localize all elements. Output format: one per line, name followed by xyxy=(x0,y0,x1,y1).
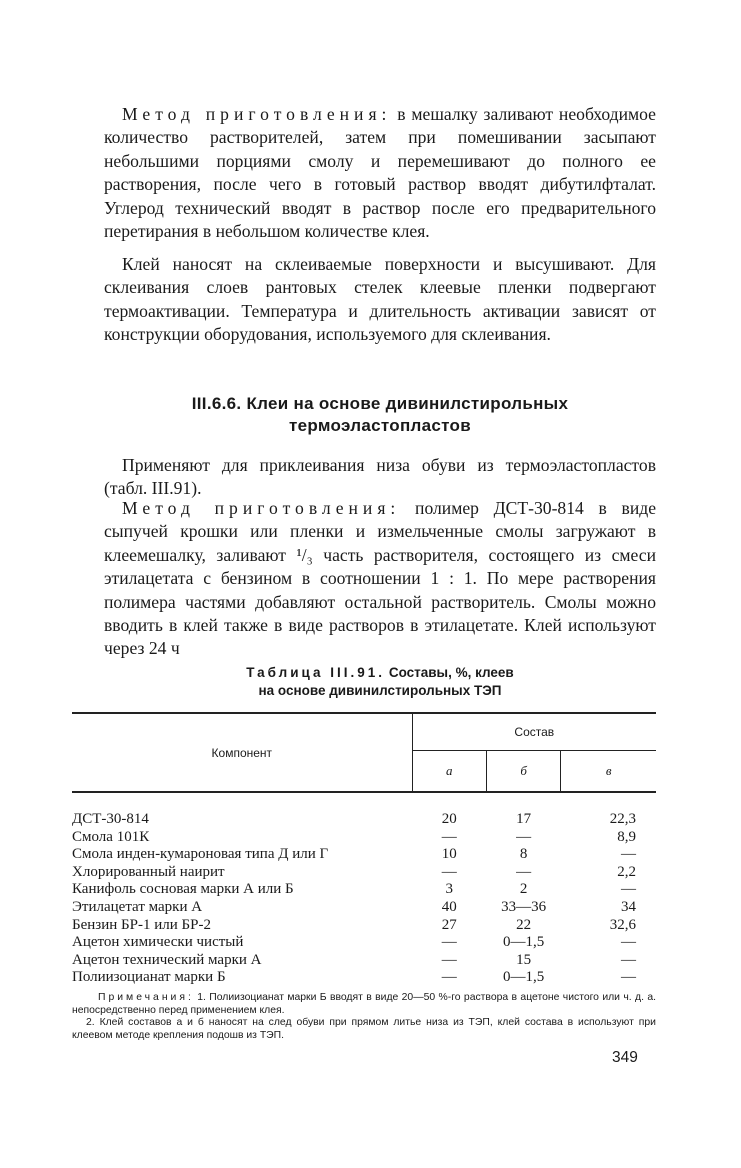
cell-component: Ацетон химически чистый xyxy=(72,934,244,951)
cell-component: Ацетон технический марки А xyxy=(72,951,262,968)
cell-component: Смола 101К xyxy=(72,828,150,845)
section-heading xyxy=(104,393,656,437)
cell-b: 8 xyxy=(519,846,528,863)
header-sub-b: б xyxy=(486,751,561,793)
cell-c: — xyxy=(621,969,636,986)
section-title-line1: Клеи на основе дивинилстирольных xyxy=(246,394,569,413)
cell-c: 22,3 xyxy=(609,811,636,827)
spaced-lead-text: Метод приготовления: xyxy=(122,498,401,518)
cell-a: — xyxy=(441,934,457,951)
cell-component: Канифоль сосновая марки А или Б xyxy=(72,881,294,898)
cell-c: — xyxy=(621,846,636,863)
cell-a: 10 xyxy=(441,846,457,863)
cell-component: Бензин БР-1 или БР-2 xyxy=(72,916,211,933)
cell-b: — xyxy=(516,863,532,880)
header-composition: Состав xyxy=(412,713,656,751)
table-row xyxy=(72,846,656,864)
table-caption-line2: на основе дивинилстирольных ТЭП xyxy=(258,683,502,698)
cell-a: — xyxy=(441,828,457,845)
paragraph-text-part2: часть растворителя, состоящего из смеси этилацетата с бензином в соотношении 1 : 1. По мере растворения полимера частями добавляют остальной растворитель. Смолы можно вводить в клей также в виде растворов в этилацетате. Клей используют через 24 ч xyxy=(104,544,656,659)
table-caption xyxy=(104,664,656,700)
paragraph-text-part1: полимер ДСТ-30-814 в виде сыпучей крошки или пленки и измельченные смолы загружают в клеемешалку, заливают xyxy=(104,498,656,565)
cell-c: 34 xyxy=(621,898,636,915)
section-title-line2: термоэластопластов xyxy=(289,416,471,435)
cell-c: 8,9 xyxy=(617,828,636,845)
header-sub-c: в xyxy=(561,751,656,793)
cell-component: Хлорированный наирит xyxy=(72,863,225,880)
fraction: ¹/₃ xyxy=(296,544,313,565)
cell-a: — xyxy=(441,863,457,880)
spaced-lead-text: Метод приготовления: xyxy=(122,104,392,124)
cell-component: Полиизоцианат марки Б xyxy=(72,969,226,986)
paragraph-text: в мешалку заливают необходимое количество растворителей, затем при помешивании засыпают небольшими порциями смолу и перемешивают до полного ее растворения, после чего в готовый раствор вводят дибутилфталат. Углерод технический вводят в раствор после его предварительного перетирания в небольшом количестве клея. xyxy=(104,104,656,242)
cell-c: 32,6 xyxy=(609,916,636,933)
cell-b: 2 xyxy=(519,881,528,898)
note-2: 2. Клей составов а и б наносят на след обуви при прямом литье низа из ТЭП, клей состава в используют при клеевом методе крепления подошв из ТЭП. xyxy=(72,1017,656,1041)
table-caption-text: Составы, %, клеев xyxy=(385,665,514,680)
table-row xyxy=(72,917,656,935)
table-row xyxy=(72,829,656,847)
header-component: Компонент xyxy=(72,713,412,792)
table-caption-lead: Таблица III.91. xyxy=(246,665,386,680)
cell-c: — xyxy=(621,951,636,968)
page-number: 349 xyxy=(612,1049,638,1066)
section-number: III.6.6. xyxy=(191,394,242,413)
cell-b: 15 xyxy=(516,951,532,968)
cell-a: — xyxy=(441,969,457,986)
table-row xyxy=(72,881,656,899)
note-1-text: 1. Полиизоцианат марки Б вводят в виде 20—50 %-го раствора в ацетоне чистого или ч. д. а. непосредственно перед применением клея. xyxy=(72,992,656,1016)
cell-b: 17 xyxy=(516,811,532,827)
cell-b: 33—36 xyxy=(501,898,547,915)
paragraph-preparation-method-2 xyxy=(104,497,656,661)
paragraph-preparation-method-1 xyxy=(104,103,656,243)
cell-c: — xyxy=(621,881,636,898)
paragraph-usage: Применяют для приклеивания низа обуви из термоэластопластов (табл. III.91). xyxy=(104,455,656,499)
table-row xyxy=(72,969,656,987)
table-row xyxy=(72,899,656,917)
cell-a: 20 xyxy=(441,811,457,827)
cell-b: — xyxy=(516,828,532,845)
table-row xyxy=(72,864,656,882)
cell-component: Этилацетат марки А xyxy=(72,898,203,915)
header-sub-a: а xyxy=(412,751,486,793)
table-notes xyxy=(72,992,656,1042)
cell-a: 40 xyxy=(441,898,457,915)
table-row xyxy=(72,792,656,829)
notes-label: Примечания: xyxy=(98,992,194,1003)
cell-b: 0—1,5 xyxy=(502,934,545,951)
cell-component: Смола инден-кумароновая типа Д или Г xyxy=(72,846,329,863)
table-row xyxy=(72,952,656,970)
note-1 xyxy=(72,992,656,1017)
cell-c: 2,2 xyxy=(617,863,636,880)
table-row xyxy=(72,934,656,952)
cell-component: ДСТ-30-814 xyxy=(72,811,149,827)
composition-table xyxy=(72,712,656,987)
paragraph-application: Клей наносят на склеиваемые поверхности и высушивают. Для склеивания слоев рантовых стелек клеевые пленки подвергают термоактивации. Температура и длительность активации зависят от конструкции оборудования, используемого для склеивания. xyxy=(104,254,656,345)
cell-c: — xyxy=(621,934,636,951)
cell-a: 27 xyxy=(441,916,457,933)
cell-b: 22 xyxy=(516,916,532,933)
cell-a: — xyxy=(441,951,457,968)
cell-a: 3 xyxy=(445,881,453,898)
cell-b: 0—1,5 xyxy=(502,969,545,986)
